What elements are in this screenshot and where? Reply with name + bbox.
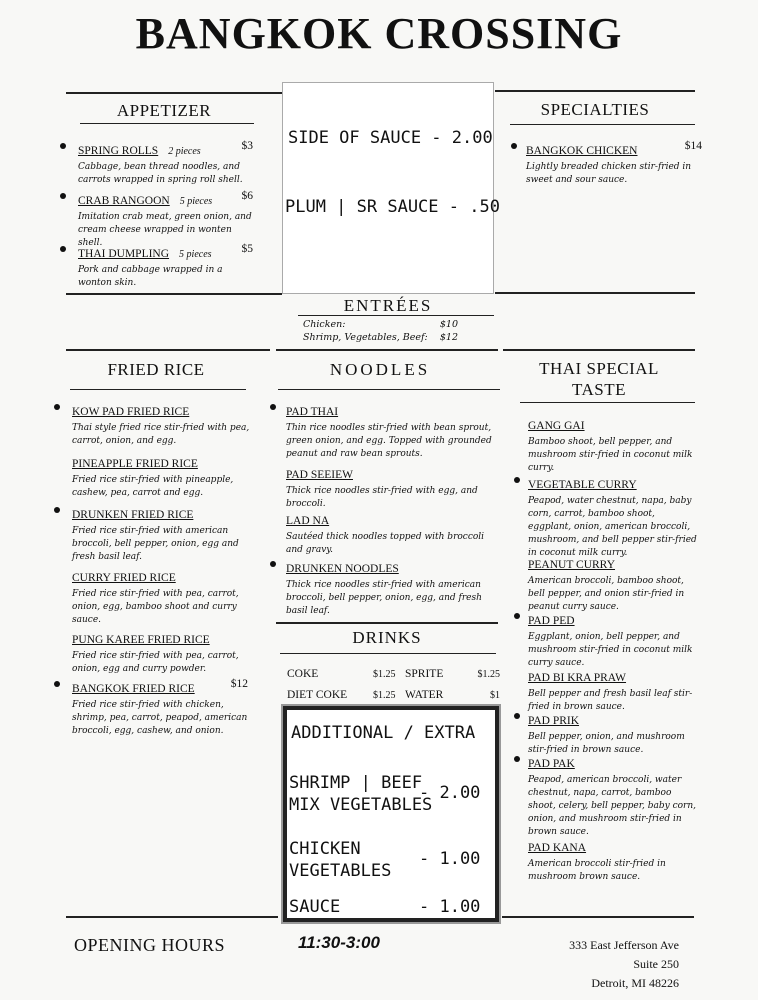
menu-item	[526, 139, 702, 187]
menu-item	[286, 463, 498, 511]
divider	[510, 124, 695, 125]
opening-hours: 11:30-3:00	[298, 933, 380, 952]
opening-hours-label: OPENING HOURS	[74, 935, 226, 955]
menu-item	[286, 509, 498, 557]
bullet	[514, 613, 520, 619]
item-description: Pork and cabbage wrapped in a wonton skin.	[78, 265, 223, 288]
note-line: PLUM | SR SAUCE - .50	[285, 197, 500, 217]
bullet	[54, 404, 60, 410]
item-description: Bell pepper, onion, and mushroom stir-fried in brown sauce.	[528, 732, 685, 755]
item-description: Fried rice stir-fried with american broccoli, bell pepper, onion, egg and fresh basil leaf.	[72, 526, 239, 562]
item-name: DRUNKEN NOODLES	[286, 563, 399, 575]
item-description: Eggplant, onion, bell pepper, and mushroom stir-fried in coconut milk curry sauce.	[528, 632, 693, 668]
item-description: Bamboo shoot, bell pepper, and mushroom stir-fried in coconut milk curry.	[528, 437, 693, 473]
handwritten-note-extras	[283, 706, 499, 922]
note-line: SAUCE	[289, 897, 341, 917]
note-price: - 1.00	[419, 849, 481, 869]
divider	[278, 389, 500, 390]
menu-item	[286, 557, 498, 618]
item-description: Fried rice stir-fried with chicken, shrimp, pea, carrot, peapod, american broccoli, egg, cashew, and onion.	[72, 700, 248, 736]
divider	[66, 916, 278, 918]
item-name: BANGKOK CHICKEN	[526, 145, 638, 157]
thai-special-heading	[503, 358, 695, 400]
item-name: PAD PED	[528, 615, 575, 627]
menu-item	[528, 752, 700, 839]
noodles-heading: NOODLES	[329, 360, 431, 379]
bullet	[270, 561, 276, 567]
menu-item	[72, 452, 252, 500]
bullet	[54, 681, 60, 687]
note-line: ADDITIONAL / EXTRA	[291, 723, 476, 743]
item-pieces: 5 pieces	[179, 196, 213, 207]
item-name: PAD PRIK	[528, 715, 580, 727]
heading-line: TASTE	[571, 380, 627, 399]
item-price: $14	[684, 140, 702, 152]
entree-row	[303, 332, 458, 343]
item-name: LAD NA	[286, 515, 330, 527]
divider	[495, 292, 695, 294]
item-name: PAD SEEIEW	[286, 469, 353, 481]
bullet	[511, 143, 517, 149]
entree-label: Shrimp, Vegetables, Beef:	[303, 332, 428, 343]
menu-item	[528, 553, 700, 614]
address-line: 333 East Jefferson Ave	[569, 938, 679, 952]
note-price: - 1.00	[419, 897, 481, 917]
drink-price: $1	[490, 690, 500, 701]
item-description: American broccoli, bamboo shoot, bell pepper, and onion stir-fried in peanut curry sauce.	[528, 576, 685, 612]
drink-name: SPRITE	[405, 668, 444, 680]
divider	[276, 622, 498, 624]
bullet	[60, 143, 66, 149]
item-name: SPRING ROLLS	[78, 145, 159, 157]
divider	[66, 349, 270, 351]
item-name: DRUNKEN FRIED RICE	[72, 509, 194, 521]
item-description: Peapod, american broccoli, water chestnut, napa, carrot, bamboo shoot, celery, bell pepper, baby corn, onion, and mushroom stir-fried in brown sauce.	[528, 775, 697, 837]
note-line: SHRIMP | BEEF	[289, 773, 423, 793]
drinks-heading: DRINKS	[352, 628, 422, 647]
menu-item	[528, 709, 700, 757]
menu-item	[72, 503, 252, 564]
drinks-row	[287, 668, 500, 684]
drink-price: $1.25	[373, 669, 396, 680]
menu-item	[72, 566, 252, 627]
menu-item	[72, 400, 252, 448]
item-price: $12	[230, 678, 248, 690]
specialties-heading: SPECIALTIES	[540, 100, 650, 119]
item-price: $6	[241, 190, 253, 202]
bullet	[514, 756, 520, 762]
item-name: VEGETABLE CURRY	[528, 479, 637, 491]
item-name: PINEAPPLE FRIED RICE	[72, 458, 198, 470]
divider	[520, 402, 695, 403]
drink-name: COKE	[287, 668, 319, 680]
bullet	[60, 193, 66, 199]
menu-item	[528, 473, 700, 560]
bullet	[60, 246, 66, 252]
item-name: PAD KANA	[528, 842, 587, 854]
item-name: KOW PAD FRIED RICE	[72, 406, 190, 418]
drinks-row	[287, 689, 500, 705]
bullet	[54, 507, 60, 513]
item-description: Cabbage, bean thread noodles, and carrots wrapped in spring roll shell.	[78, 162, 243, 185]
heading-line: THAI SPECIAL	[539, 359, 659, 378]
divider	[502, 916, 694, 918]
item-description: Fried rice stir-fried with pineapple, cashew, pea, carrot and egg.	[72, 475, 234, 498]
item-description: Fried rice stir-fried with pea, carrot, onion, egg and curry powder.	[72, 651, 239, 674]
bullet	[270, 404, 276, 410]
address-line: Detroit, MI 48226	[591, 976, 679, 990]
restaurant-title: BANGKOK CROSSING	[135, 9, 623, 58]
item-name: THAI DUMPLING	[78, 248, 170, 260]
item-pieces: 5 pieces	[179, 249, 212, 260]
menu-item	[72, 628, 252, 676]
item-name: GANG GAI	[528, 420, 585, 432]
menu-item	[528, 609, 700, 670]
drink-price: $1.25	[373, 690, 396, 701]
item-description: Imitation crab meat, green onion, and cream cheese wrapped in wonten shell.	[78, 212, 252, 248]
divider	[70, 389, 246, 390]
item-name: PAD BI KRA PRAW	[528, 672, 627, 684]
handwritten-note-sauce	[282, 82, 500, 294]
item-description: Sautéed thick noodles topped with broccoli and gravy.	[286, 532, 485, 555]
item-description: Bell pepper and fresh basil leaf stir-fried in brown sauce.	[528, 689, 693, 712]
entree-label: Chicken:	[303, 319, 346, 330]
menu-item	[528, 836, 700, 884]
divider	[495, 90, 695, 92]
bullet	[514, 477, 520, 483]
item-description: American broccoli stir-fried in mushroom brown sauce.	[528, 859, 666, 882]
menu-item	[528, 414, 700, 475]
item-description: Thick rice noodles stir-fried with egg, and broccoli.	[286, 486, 478, 509]
entree-price: $10	[439, 319, 458, 330]
divider	[66, 92, 282, 94]
bullet	[514, 713, 520, 719]
note-line: VEGETABLES	[289, 861, 392, 881]
item-description: Thin rice noodles stir-fried with bean sprout, green onion, and egg. Topped with grounded peanut and raw bean sprouts.	[286, 423, 492, 459]
divider	[80, 123, 254, 124]
address	[530, 936, 679, 993]
item-name: CURRY FRIED RICE	[72, 572, 176, 584]
item-name: PAD PAK	[528, 758, 575, 770]
note-price: - 2.00	[419, 783, 481, 803]
divider	[276, 349, 498, 351]
menu-item	[78, 242, 253, 290]
menu-item	[286, 400, 498, 461]
divider	[66, 293, 282, 295]
note-line: MIX VEGETABLES	[289, 795, 433, 815]
menu-item	[72, 677, 248, 738]
item-description: Thick rice noodles stir-fried with american broccoli, bell pepper, onion, egg, and fresh basil leaf.	[286, 580, 482, 616]
item-description: Peapod, water chestnut, napa, baby corn, carrot, bamboo shoot, eggplant, onion, american broccoli, mushroom, and bell pepper stir-fried in coconut milk curry.	[528, 496, 697, 558]
item-name: BANGKOK FRIED RICE	[72, 683, 195, 695]
appetizer-heading: APPETIZER	[116, 101, 212, 120]
item-name: PAD THAI	[286, 406, 339, 418]
drink-name: WATER	[405, 689, 444, 701]
item-description: Thai style fried rice stir-fried with pea, carrot, onion, and egg.	[72, 423, 250, 446]
entree-row	[303, 319, 458, 330]
entree-price: $12	[439, 332, 458, 343]
fried-rice-heading: FRIED RICE	[107, 360, 205, 379]
entrees-heading: ENTRÉES	[343, 296, 433, 315]
item-description: Fried rice stir-fried with pea, carrot, onion, egg, bamboo shoot and curry sauce.	[72, 589, 239, 625]
menu-item	[78, 189, 253, 250]
note-line: CHICKEN	[289, 839, 361, 859]
item-description: Lightly breaded chicken stir-fried in sweet and sour sauce.	[526, 162, 692, 185]
note-line: SIDE OF SAUCE - 2.00	[288, 128, 493, 148]
drink-price: $1.25	[477, 669, 500, 680]
drink-name: DIET COKE	[287, 689, 348, 701]
address-line: Suite 250	[633, 957, 679, 971]
divider	[503, 349, 695, 351]
menu-item	[528, 666, 700, 714]
menu-item	[78, 139, 253, 187]
item-price: $3	[241, 140, 253, 152]
item-name: PEANUT CURRY	[528, 559, 616, 571]
item-name: PUNG KAREE FRIED RICE	[72, 634, 210, 646]
divider	[298, 315, 494, 316]
item-price: $5	[241, 243, 253, 255]
divider	[280, 653, 496, 654]
item-name: CRAB RANGOON	[78, 195, 170, 207]
item-pieces: 2 pieces	[168, 146, 201, 157]
